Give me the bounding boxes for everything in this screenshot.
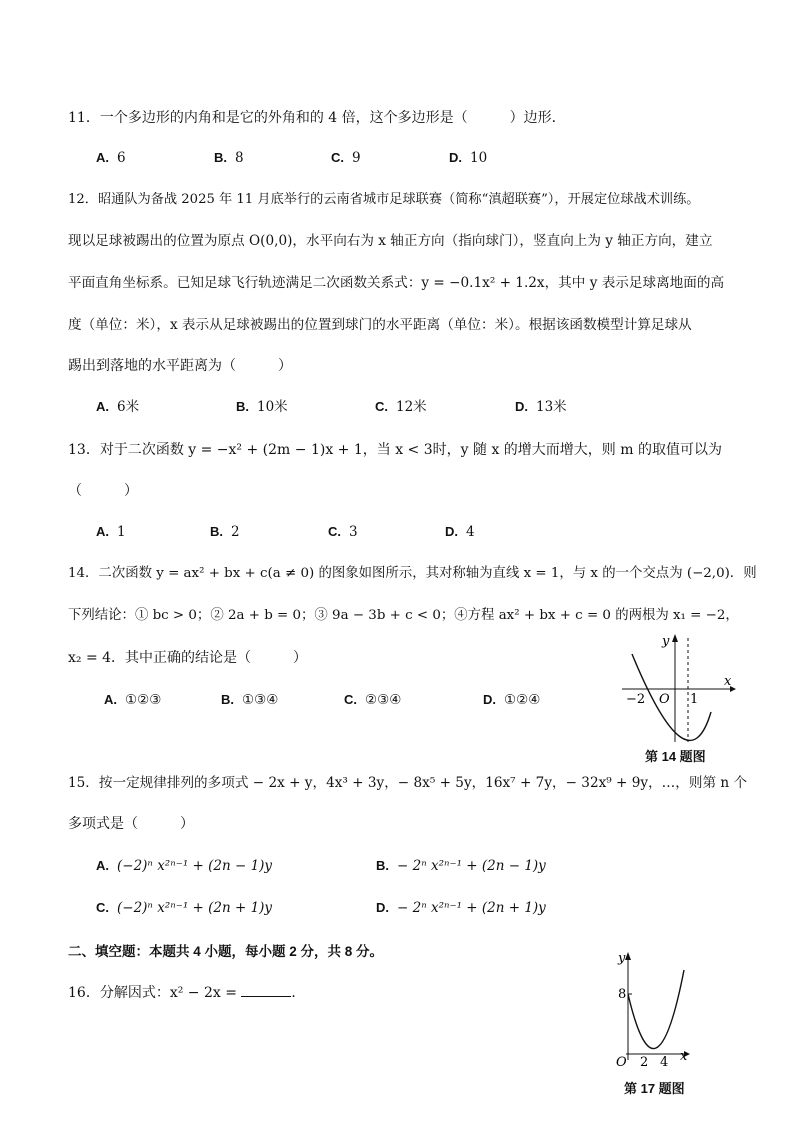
option-text: (−2)ⁿ x²ⁿ⁻¹ + (2n + 1)y: [117, 900, 273, 916]
option-text: ①③④: [242, 692, 279, 708]
option-text: 10米: [257, 399, 288, 415]
q12-option-c[interactable]: [375, 397, 427, 417]
option-label: C.: [331, 150, 344, 165]
q15-option-a[interactable]: [96, 856, 272, 876]
q12-line-1: 12．昭通队为备战 2025 年 11 月底举行的云南省城市足球联赛（简称“滇超联赛”），开展定位球战术训练。: [68, 192, 700, 207]
q15-option-b[interactable]: [376, 856, 546, 876]
q17-figure-caption: 第 17 题图: [624, 1081, 685, 1096]
q11-stem: 11．一个多边形的内角和是它的外角和的 4 倍，这个多边形是（ ）边形．: [68, 110, 566, 126]
option-label: C.: [344, 692, 357, 707]
q15-option-d[interactable]: [376, 898, 546, 918]
q13-line-2: （ ）: [68, 483, 138, 499]
option-label: B.: [214, 150, 227, 165]
q16-answer-blank[interactable]: [241, 982, 291, 997]
q12-option-b[interactable]: [236, 397, 288, 417]
option-label: A.: [96, 399, 109, 414]
q12-line-2: 现以足球被踢出的位置为原点 O(0,0)，水平向右为 x 轴正方向（指向球门），竖直向上为 y 轴正方向，建立: [68, 233, 713, 249]
option-label: C.: [328, 524, 341, 539]
option-label: B.: [210, 524, 223, 539]
q15-option-c[interactable]: [96, 898, 272, 918]
q16-stem-suffix: ．: [291, 985, 306, 1001]
option-label: D.: [515, 399, 528, 414]
q12-option-a[interactable]: [96, 397, 139, 417]
q13-option-a[interactable]: [96, 522, 126, 542]
q17-parabola: [628, 970, 684, 1049]
option-text: 13米: [536, 399, 567, 415]
option-label: B.: [221, 692, 234, 707]
q14-line-3: x₂ = 4．其中正确的结论是（ ）: [68, 650, 308, 666]
option-label: D.: [376, 900, 389, 915]
q14-figure-caption: 第 14 题图: [645, 749, 706, 764]
q15-line-2: 多项式是（ ）: [68, 816, 194, 832]
q14-line-2: 下列结论：① bc > 0；② 2a + b = 0；③ 9a − 3b + c < 0；④方程 ax² + bx + c = 0 的两根为 x₁ = −2，: [68, 608, 739, 623]
q12-line-5: 踢出到落地的水平距离为（ ）: [68, 358, 292, 374]
q11-option-a[interactable]: [96, 148, 126, 168]
option-text: − 2ⁿ x²ⁿ⁻¹ + (2n − 1)y: [397, 858, 546, 874]
q13-option-b[interactable]: [210, 522, 240, 542]
q17-label-y: y: [618, 951, 626, 966]
q14-label-x: x: [724, 674, 732, 689]
q17-label-2: 2: [640, 1055, 649, 1070]
option-text: − 2ⁿ x²ⁿ⁻¹ + (2n + 1)y: [397, 900, 546, 916]
q14-label-neg2: −2: [626, 692, 646, 707]
q12-line-4: 度（单位：米），x 表示从足球被踢出的位置到球门的水平距离（单位：米）。根据该函数模型计算足球从: [68, 317, 692, 333]
q11-option-c[interactable]: [331, 148, 361, 168]
q14-option-b[interactable]: [221, 690, 278, 710]
q11-option-b[interactable]: [214, 148, 244, 168]
q14-label-y: y: [662, 634, 670, 649]
q17-label-4: 4: [660, 1055, 669, 1070]
option-label: A.: [104, 692, 117, 707]
q14-line-1: 14．二次函数 y = ax² + bx + c(a ≠ 0) 的图象如图所示，其对称轴为直线 x = 1，与 x 的一个交点为 (−2,0)．则: [68, 566, 757, 581]
option-text: 3: [349, 524, 358, 540]
q14-label-origin: O: [659, 692, 670, 707]
option-label: C.: [375, 399, 388, 414]
q13-option-c[interactable]: [328, 522, 358, 542]
q14-figure: [618, 630, 738, 745]
section-2-title: 二、填空题：本题共 4 小题，每小题 2 分，共 8 分。: [68, 944, 384, 959]
q17-label-8: 8: [618, 987, 627, 1002]
option-label: D.: [449, 150, 462, 165]
option-text: ②③④: [365, 692, 402, 708]
option-text: 9: [352, 150, 361, 166]
q11-option-d[interactable]: [449, 148, 487, 168]
q14-y-arrow: [672, 634, 678, 642]
q16-stem-prefix: 16．分解因式：x² − 2x =: [68, 985, 237, 1001]
q17-label-x: x: [680, 1049, 688, 1064]
option-text: 2: [231, 524, 240, 540]
q17-figure: [612, 948, 696, 1070]
option-label: A.: [96, 858, 109, 873]
option-label: B.: [376, 858, 389, 873]
option-text: (−2)ⁿ x²ⁿ⁻¹ + (2n − 1)y: [117, 858, 273, 874]
q17-y-arrow: [625, 952, 631, 960]
option-text: 4: [466, 524, 475, 540]
q12-option-d[interactable]: [515, 397, 567, 417]
q14-option-a[interactable]: [104, 690, 161, 710]
option-label: C.: [96, 900, 109, 915]
option-label: A.: [96, 150, 109, 165]
q15-line-1: 15．按一定规律排列的多项式 − 2x + y，4x³ + 3y，− 8x⁵ + 5y，16x⁷ + 7y，− 32x⁹ + 9y，…，则第 n 个: [68, 775, 748, 791]
option-text: 10: [470, 150, 488, 166]
option-text: 12米: [396, 399, 427, 415]
option-text: ①②③: [125, 692, 162, 708]
q14-option-d[interactable]: [483, 690, 540, 710]
option-text: 8: [235, 150, 244, 166]
option-text: 6米: [117, 399, 140, 415]
option-text: 6: [117, 150, 126, 166]
q13-option-d[interactable]: [445, 522, 475, 542]
q13-line-1: 13．对于二次函数 y = −x² + (2m − 1)x + 1，当 x < 3时，y 随 x 的增大而增大，则 m 的取值可以为: [68, 442, 722, 458]
option-label: B.: [236, 399, 249, 414]
option-label: A.: [96, 524, 109, 539]
q17-label-origin: O: [616, 1055, 627, 1070]
q12-line-3: 平面直角坐标系。已知足球飞行轨迹满足二次函数关系式：y = −0.1x² + 1.2x，其中 y 表示足球离地面的高: [68, 275, 725, 291]
q14-option-c[interactable]: [344, 690, 401, 710]
option-label: D.: [483, 692, 496, 707]
option-label: D.: [445, 524, 458, 539]
option-text: 1: [117, 524, 126, 540]
option-text: ①②④: [504, 692, 541, 708]
q14-label-one: 1: [690, 692, 699, 707]
q16-stem: [68, 982, 305, 1003]
